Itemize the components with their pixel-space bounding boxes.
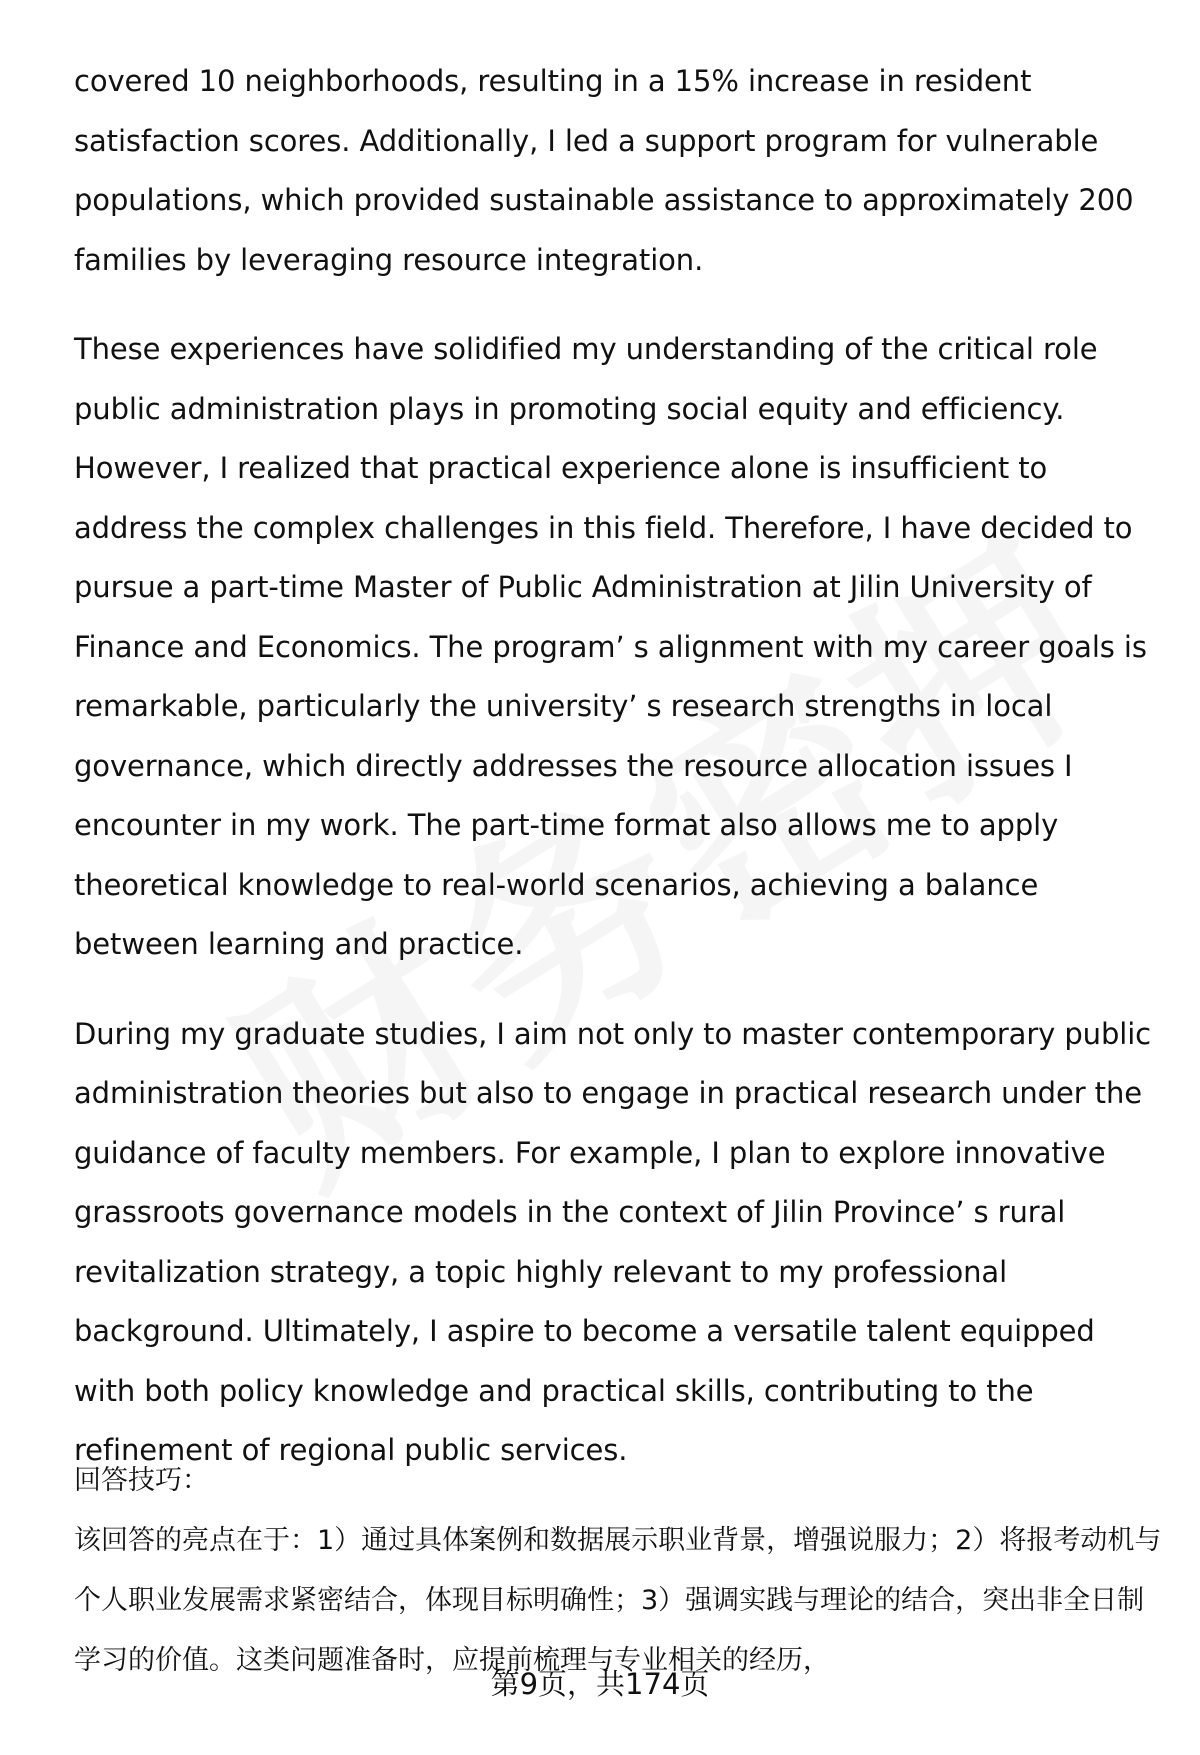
answer-tips-section	[74, 1451, 1164, 1691]
paragraph-1: covered 10 neighborhoods, resulting in a 15% increase in resident satisfaction scores. Additionally, I led a support program for vulnerable populations, which provided sustainable assistance to approximately 200 families by leveraging resource integration.	[74, 64, 1134, 277]
paragraph-3: During my graduate studies, I aim not only to master contemporary public administration theories but also to engage in practical research under the guidance of faculty members. For example, I plan to explore innovative grassroots governance models in the context of Jilin Province’ s rural revitalization strategy, a topic highly relevant to my professional background. Ultimately, I aspire to become a versatile talent equipped with both policy knowledge and practical skills, contributing to the refinement of regional public services.	[74, 1016, 1152, 1467]
tips-body: 该回答的亮点在于：1）通过具体案例和数据展示职业背景，增强说服力；2）将报考动机与个人职业发展需求紧密结合，体现目标明确性；3）强调实践与理论的结合，突出非全日制学习的价值。这类问题准备时，应提前梳理与专业相关的经历，	[74, 1525, 1162, 1676]
paragraph-2: These experiences have solidified my understanding of the critical role public administration plays in promoting social equity and efficiency. However, I realized that practical experience alone is insufficient to address the complex challenges in this field. Therefore, I have decided to pursue a part-time Master of Public Administration at Jilin University of Finance and Economics. The program’ s alignment with my career goals is remarkable, particularly the university’ s research strengths in local governance, which directly addresses the resource allocation issues I encounter in my work. The part-time format also allows me to apply theoretical knowledge to real-world scenarios, achieving a balance between learning and practice.	[74, 332, 1147, 961]
essay-body	[74, 52, 1164, 1511]
page-number-footer: 第9页，共174页	[490, 1667, 710, 1701]
tips-heading: 回答技巧：	[74, 1465, 209, 1496]
